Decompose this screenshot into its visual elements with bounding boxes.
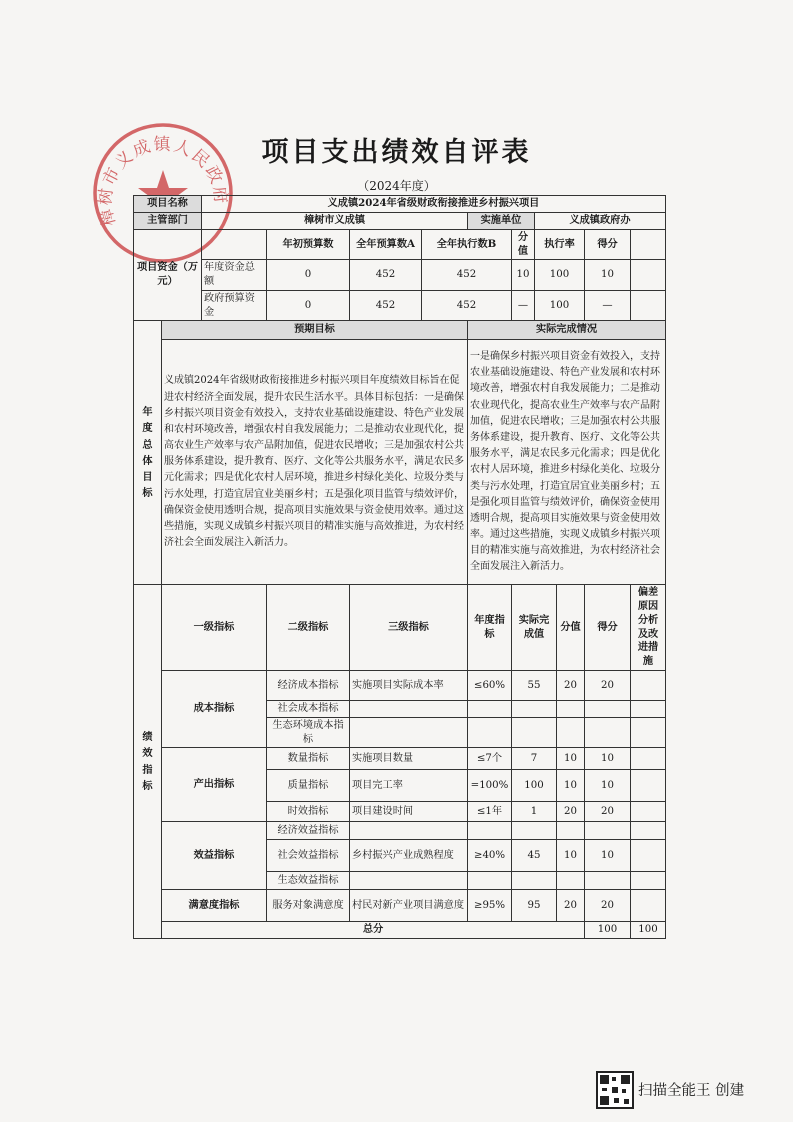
funds-row-name: 年度资金总额 bbox=[202, 260, 267, 291]
score-value: 20 bbox=[557, 670, 585, 700]
funds-extra-cell bbox=[631, 290, 666, 321]
score-value: 20 bbox=[557, 890, 585, 922]
benefit-indicator-label: 效益指标 bbox=[162, 822, 267, 890]
score-value: 10 bbox=[557, 770, 585, 802]
funds-row-name: 政府预算资金 bbox=[202, 290, 267, 321]
scanner-watermark bbox=[596, 1071, 786, 1111]
indicators-header-l2: 二级指标 bbox=[267, 585, 350, 671]
table-row bbox=[134, 822, 666, 840]
deviation-note bbox=[631, 872, 666, 890]
self-evaluation-table bbox=[133, 195, 666, 939]
total-label: 总分 bbox=[162, 922, 585, 939]
table-row bbox=[134, 670, 666, 700]
l2-indicator: 社会成本指标 bbox=[267, 700, 350, 717]
l2-indicator: 经济成本指标 bbox=[267, 670, 350, 700]
target-value bbox=[468, 700, 512, 717]
table-row bbox=[134, 748, 666, 770]
actual-value: 45 bbox=[512, 840, 557, 872]
indicators-header-target: 年度指标 bbox=[468, 585, 512, 671]
funds-header-rate: 执行率 bbox=[535, 229, 585, 260]
score-value bbox=[557, 700, 585, 717]
table-row bbox=[134, 260, 666, 291]
score: 10 bbox=[585, 770, 631, 802]
l3-indicator: 项目建设时间 bbox=[350, 802, 468, 822]
funds-extra-cell bbox=[631, 260, 666, 291]
table-row bbox=[134, 290, 666, 321]
funds-initial: 0 bbox=[267, 260, 350, 291]
score-value bbox=[557, 717, 585, 748]
funds-score-value: — bbox=[512, 290, 535, 321]
cost-indicator-label: 成本指标 bbox=[162, 670, 267, 748]
target-value: ≤1年 bbox=[468, 802, 512, 822]
l2-indicator: 时效指标 bbox=[267, 802, 350, 822]
target-value: ≥40% bbox=[468, 840, 512, 872]
deviation-note bbox=[631, 822, 666, 840]
deviation-note bbox=[631, 840, 666, 872]
l3-indicator: 乡村振兴产业成熟程度 bbox=[350, 840, 468, 872]
dept-label: 主管部门 bbox=[134, 212, 202, 229]
impl-label: 实施单位 bbox=[468, 212, 535, 229]
score-value bbox=[557, 872, 585, 890]
target-value bbox=[468, 822, 512, 840]
indicators-header-l3: 三级指标 bbox=[350, 585, 468, 671]
deviation-note bbox=[631, 700, 666, 717]
score bbox=[585, 700, 631, 717]
score bbox=[585, 872, 631, 890]
actual-value bbox=[512, 822, 557, 840]
funds-header-score-value: 分值 bbox=[512, 229, 535, 260]
satisfaction-indicator-label: 满意度指标 bbox=[162, 890, 267, 922]
expected-goal-text: 义成镇2024年省级财政衔接推进乡村振兴项目年度绩效目标旨在促进农村经济全面发展，提升农民生活水平。具体目标包括：一是确保乡村振兴项目资金有效投入，支持农业基础设施建设、特色产业发展和农村环境改善，增强农村自我发展能力；二是推动农业现代化，提高农业生产效率与农产品附加值，促进农民增收；三是加强农村公共服务体系建设，提升教育、医疗、文化等公共服务水平，满足农民多元化需求；四是优化农村人居环境，推进乡村绿化美化、垃圾分类与污水处理，打造宜居宜业美丽乡村；五是强化项目监管与绩效评价，确保资金使用透明合规，提高项目实施效果与资金使用效率。通过这些措施，实现义成镇乡村振兴项目的精准实施与高效推进，为农村经济社会全面发展注入新活力。 bbox=[162, 340, 468, 585]
total-value: 100 bbox=[585, 922, 631, 939]
score-value: 10 bbox=[557, 840, 585, 872]
goals-label: 年度总体目标 bbox=[134, 321, 162, 585]
actual-value: 7 bbox=[512, 748, 557, 770]
score: 20 bbox=[585, 802, 631, 822]
expected-goal-header: 预期目标 bbox=[162, 321, 468, 340]
project-name-label: 项目名称 bbox=[134, 196, 202, 213]
scanner-credit: 扫描全能王 创建 bbox=[638, 1083, 745, 1099]
funds-header-exec: 全年执行数B bbox=[422, 229, 512, 260]
target-value: ≤7个 bbox=[468, 748, 512, 770]
l3-indicator bbox=[350, 717, 468, 748]
funds-score: — bbox=[585, 290, 631, 321]
indicators-label: 绩效指标 bbox=[134, 585, 162, 939]
l2-indicator: 质量指标 bbox=[267, 770, 350, 802]
funds-score: 10 bbox=[585, 260, 631, 291]
funds-header-budget: 全年预算数A bbox=[350, 229, 422, 260]
deviation-note bbox=[631, 670, 666, 700]
indicators-header-score: 得分 bbox=[585, 585, 631, 671]
l2-indicator: 生态效益指标 bbox=[267, 872, 350, 890]
deviation-note bbox=[631, 770, 666, 802]
score bbox=[585, 822, 631, 840]
target-value bbox=[468, 717, 512, 748]
table-row bbox=[134, 890, 666, 922]
funds-rate: 100 bbox=[535, 290, 585, 321]
l3-indicator: 项目完工率 bbox=[350, 770, 468, 802]
funds-rate: 100 bbox=[535, 260, 585, 291]
funds-header-initial: 年初预算数 bbox=[267, 229, 350, 260]
target-value: ≤60% bbox=[468, 670, 512, 700]
funds-label: 项目资金（万元） bbox=[134, 229, 202, 321]
funds-budget: 452 bbox=[350, 260, 422, 291]
l3-indicator bbox=[350, 822, 468, 840]
score-value: 10 bbox=[557, 748, 585, 770]
indicators-header-actual: 实际完成值 bbox=[512, 585, 557, 671]
funds-header-score: 得分 bbox=[585, 229, 631, 260]
target-value: =100% bbox=[468, 770, 512, 802]
deviation-note bbox=[631, 802, 666, 822]
score: 20 bbox=[585, 670, 631, 700]
actual-result-text: 一是确保乡村振兴项目资金有效投入，支持农业基础设施建设、特色产业发展和农村环境改善，增强农村自我发展能力；二是推动农业现代化，提高农业生产效率与农产品附加值，促进农民增收；三是加强农村公共服务体系建设，提升教育、医疗、文化等公共服务水平，满足农民多元化需求；四是优化农村人居环境，推进乡村绿化美化、垃圾分类与污水处理，打造宜居宜业美丽乡村；五是强化项目监管与绩效评价，确保资金使用透明合规，提高项目实施效果与资金使用效率。通过这些措施，实现义成镇乡村振兴项目的精准实施与高效推进，为农村经济社会全面发展注入新活力。 bbox=[468, 340, 666, 585]
l3-indicator bbox=[350, 872, 468, 890]
output-indicator-label: 产出指标 bbox=[162, 748, 267, 822]
funds-score-value: 10 bbox=[512, 260, 535, 291]
l2-indicator: 社会效益指标 bbox=[267, 840, 350, 872]
l3-indicator: 实施项目实际成本率 bbox=[350, 670, 468, 700]
l3-indicator: 实施项目数量 bbox=[350, 748, 468, 770]
score-value bbox=[557, 822, 585, 840]
score bbox=[585, 717, 631, 748]
target-value bbox=[468, 872, 512, 890]
l3-indicator: 村民对新产业项目满意度 bbox=[350, 890, 468, 922]
actual-value bbox=[512, 700, 557, 717]
score: 20 bbox=[585, 890, 631, 922]
dept-value: 樟树市义成镇 bbox=[202, 212, 468, 229]
actual-value: 100 bbox=[512, 770, 557, 802]
indicators-header-note: 偏差原因分析及改进措施 bbox=[631, 585, 666, 671]
impl-value: 义成镇政府办 bbox=[535, 212, 666, 229]
deviation-note bbox=[631, 748, 666, 770]
report-year: （2024年度） bbox=[357, 179, 436, 193]
project-name: 义成镇2024年省级财政衔接推进乡村振兴项目 bbox=[202, 196, 666, 213]
l2-indicator: 数量指标 bbox=[267, 748, 350, 770]
l2-indicator: 生态环境成本指标 bbox=[267, 717, 350, 748]
funds-budget: 452 bbox=[350, 290, 422, 321]
funds-initial: 0 bbox=[267, 290, 350, 321]
actual-value bbox=[512, 872, 557, 890]
page-title: 项目支出绩效自评表 bbox=[261, 137, 532, 168]
score: 10 bbox=[585, 840, 631, 872]
deviation-note bbox=[631, 717, 666, 748]
actual-result-header: 实际完成情况 bbox=[468, 321, 666, 340]
actual-value: 55 bbox=[512, 670, 557, 700]
l2-indicator: 经济效益指标 bbox=[267, 822, 350, 840]
actual-value: 95 bbox=[512, 890, 557, 922]
seal-text: 樟树市义成镇人民政府 bbox=[95, 134, 231, 229]
actual-value: 1 bbox=[512, 802, 557, 822]
indicators-header-l1: 一级指标 bbox=[162, 585, 267, 671]
score: 10 bbox=[585, 748, 631, 770]
funds-exec: 452 bbox=[422, 290, 512, 321]
deviation-note bbox=[631, 890, 666, 922]
total-row bbox=[134, 922, 666, 939]
indicators-header-value: 分值 bbox=[557, 585, 585, 671]
actual-value bbox=[512, 717, 557, 748]
qr-code-icon bbox=[596, 1071, 634, 1109]
total-score: 100 bbox=[631, 922, 666, 939]
l2-indicator: 服务对象满意度 bbox=[267, 890, 350, 922]
l3-indicator bbox=[350, 700, 468, 717]
target-value: ≥95% bbox=[468, 890, 512, 922]
funds-exec: 452 bbox=[422, 260, 512, 291]
score-value: 20 bbox=[557, 802, 585, 822]
funds-header-extra bbox=[631, 229, 666, 260]
